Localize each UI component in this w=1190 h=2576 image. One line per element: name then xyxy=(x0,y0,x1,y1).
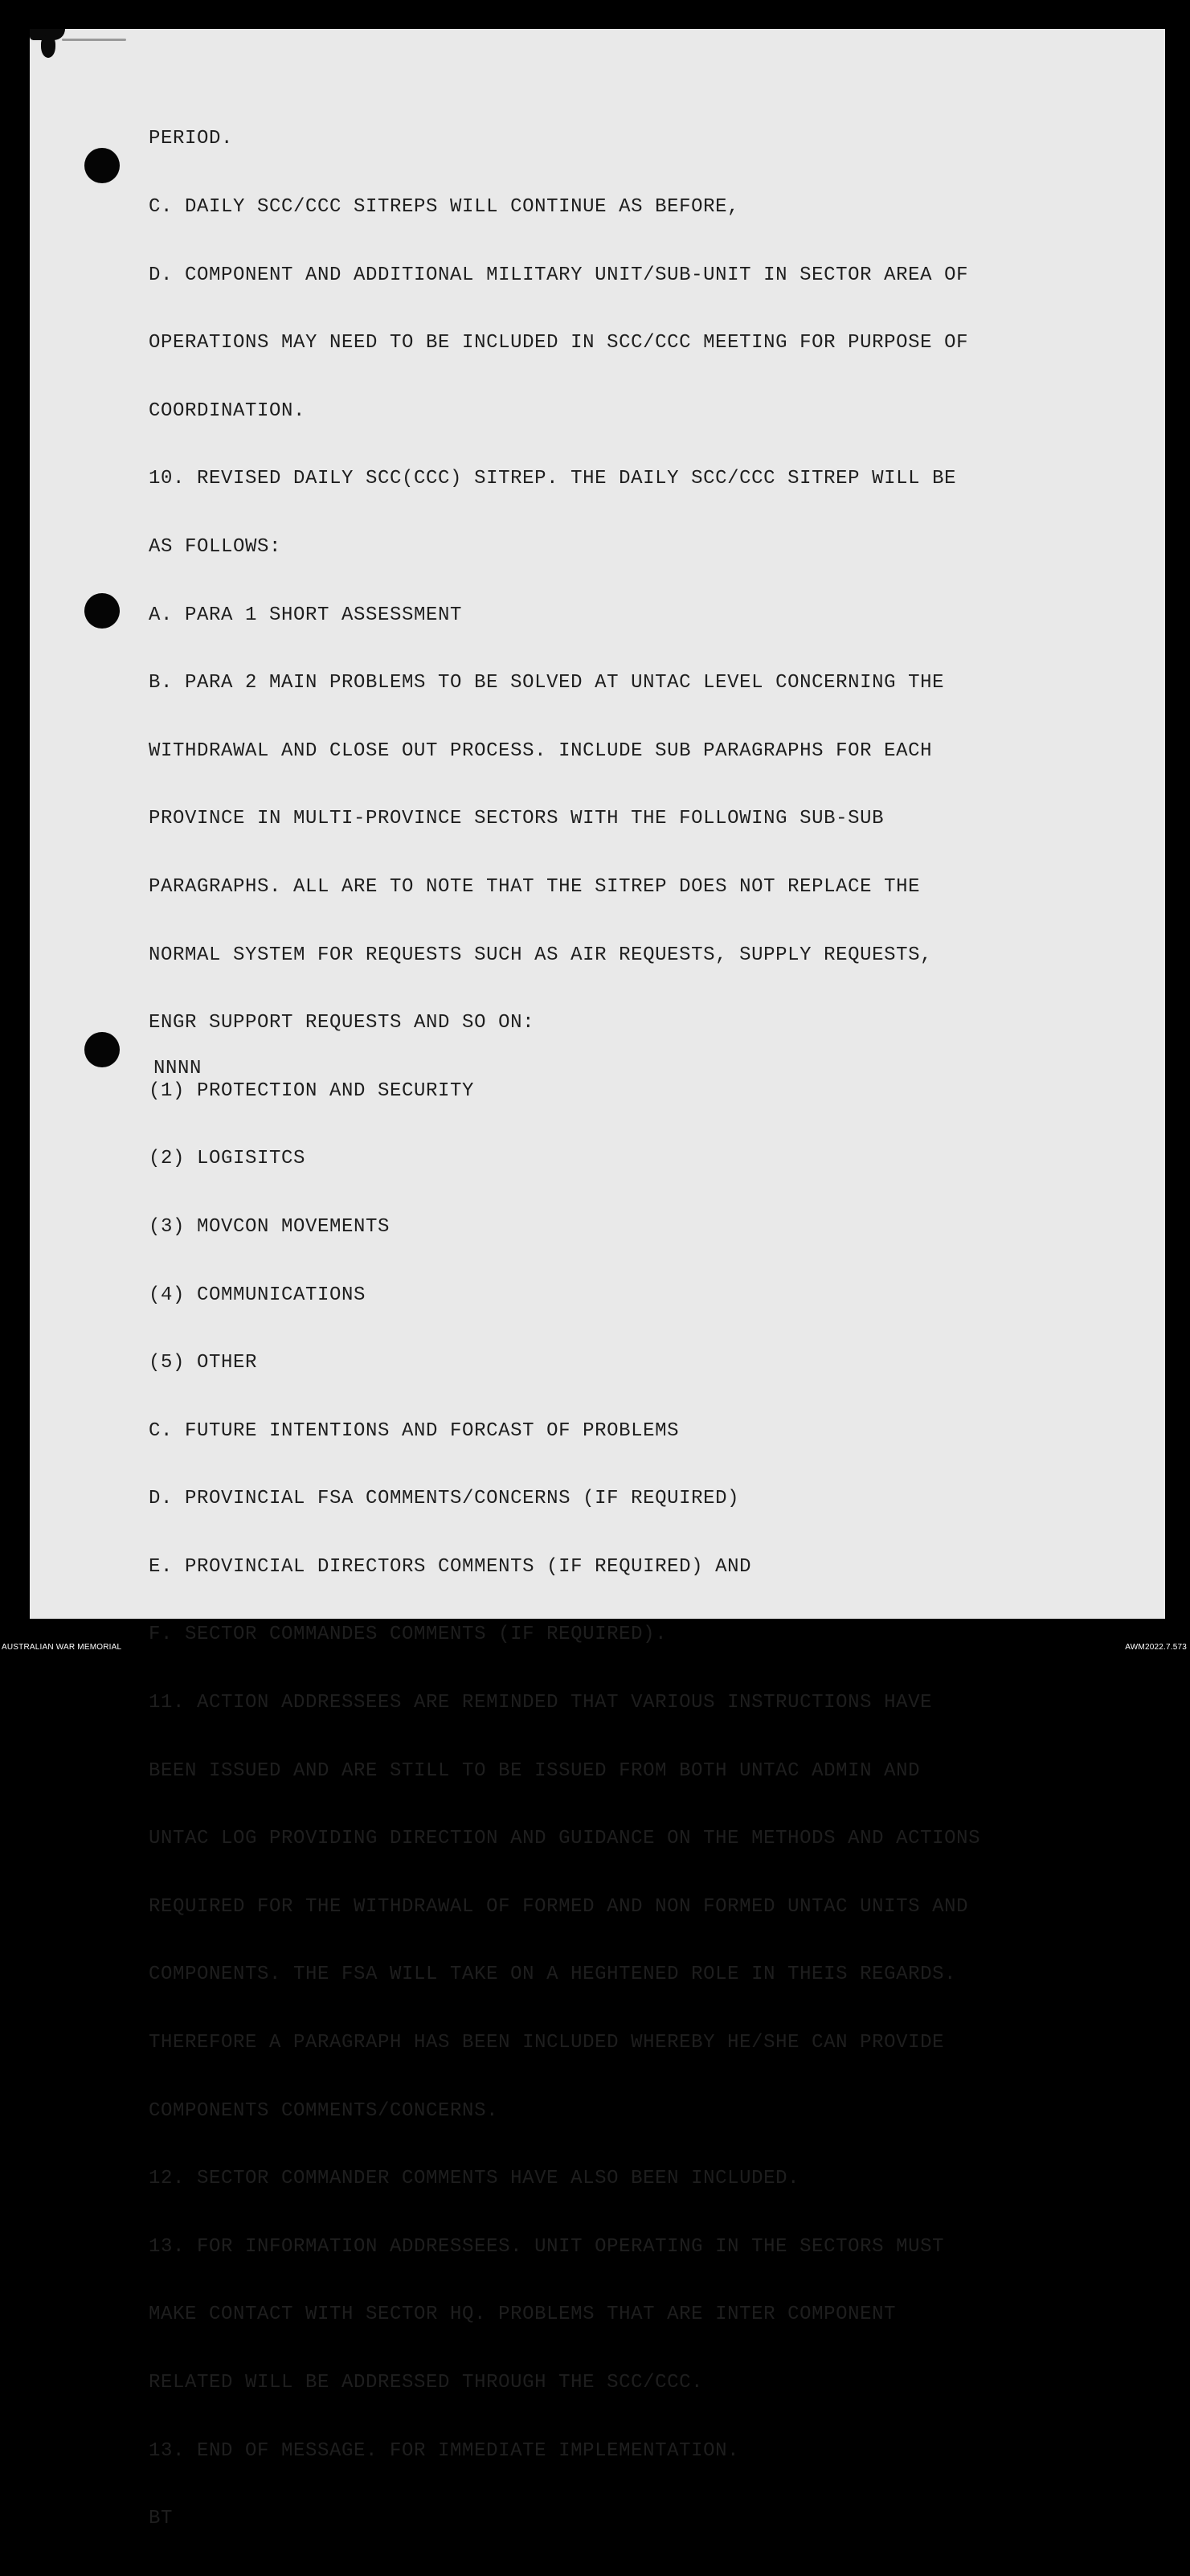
text-line: E. PROVINCIAL DIRECTORS COMMENTS (IF REQUIRED) AND xyxy=(149,1555,752,1578)
text-line: UNTAC LOG PROVIDING DIRECTION AND GUIDANCE ON THE METHODS AND ACTIONS xyxy=(149,1828,981,1850)
text-line: 12. SECTOR COMMANDER COMMENTS HAVE ALSO BEEN INCLUDED. xyxy=(149,2168,800,2190)
text-line: D. PROVINCIAL FSA COMMENTS/CONCERNS (IF REQUIRED) xyxy=(149,1488,740,1510)
text-line: WITHDRAWAL AND CLOSE OUT PROCESS. INCLUDE SUB PARAGRAPHS FOR EACH xyxy=(149,739,933,762)
text-line: NORMAL SYSTEM FOR REQUESTS SUCH AS AIR REQUESTS, SUPPLY REQUESTS, xyxy=(149,944,933,966)
text-line: PARAGRAPHS. ALL ARE TO NOTE THAT THE SITREP DOES NOT REPLACE THE xyxy=(149,875,921,898)
punch-hole-middle xyxy=(84,593,120,629)
text-line: 10. REVISED DAILY SCC(CCC) SITREP. THE DAILY SCC/CCC SITREP WILL BE xyxy=(149,468,957,490)
text-line: ENGR SUPPORT REQUESTS AND SO ON: xyxy=(149,1012,535,1034)
text-line: (1) PROTECTION AND SECURITY xyxy=(149,1079,475,1102)
text-line: A. PARA 1 SHORT ASSESSMENT xyxy=(149,604,463,626)
archive-reference: AWM2022.7.573 xyxy=(1125,1643,1187,1652)
text-line: RELATED WILL BE ADDRESSED THROUGH THE SCC/CCC. xyxy=(149,2372,704,2394)
ink-blot-streak xyxy=(62,39,126,41)
text-line: D. COMPONENT AND ADDITIONAL MILITARY UNIT/SUB-UNIT IN SECTOR AREA OF xyxy=(149,264,969,286)
text-line: C. DAILY SCC/CCC SITREPS WILL CONTINUE AS BEFORE, xyxy=(149,196,740,218)
text-line: COMPONENTS COMMENTS/CONCERNS. xyxy=(149,2099,499,2122)
text-line: BT xyxy=(149,2508,174,2530)
text-line: C. FUTURE INTENTIONS AND FORCAST OF PROBLEMS xyxy=(149,1419,680,1442)
text-line: BEEN ISSUED AND ARE STILL TO BE ISSUED FROM BOTH UNTAC ADMIN AND xyxy=(149,1759,921,1782)
text-line: (5) OTHER xyxy=(149,1352,258,1374)
text-line: (3) MOVCON MOVEMENTS xyxy=(149,1215,391,1238)
text-line: OPERATIONS MAY NEED TO BE INCLUDED IN SCC/CCC MEETING FOR PURPOSE OF xyxy=(149,332,969,354)
message-body xyxy=(149,83,1097,2576)
text-line: F. SECTOR COMMANDES COMMENTS (IF REQUIRED). xyxy=(149,1624,668,1646)
text-line: PROVINCE IN MULTI-PROVINCE SECTORS WITH THE FOLLOWING SUB-SUB xyxy=(149,808,885,830)
text-line: PERIOD. xyxy=(149,128,234,150)
punch-hole-top xyxy=(84,148,120,183)
punch-hole-bottom xyxy=(84,1032,120,1067)
text-line: 11. ACTION ADDRESSEES ARE REMINDED THAT VARIOUS INSTRUCTIONS HAVE xyxy=(149,1692,933,1714)
text-line: AS FOLLOWS: xyxy=(149,535,282,558)
text-line: (4) COMMUNICATIONS xyxy=(149,1284,366,1306)
text-line: COMPONENTS. THE FSA WILL TAKE ON A HEGHTENED ROLE IN THEIS REGARDS. xyxy=(149,1964,957,1986)
end-mark: NNNN xyxy=(153,1058,202,1079)
text-line: 13. END OF MESSAGE. FOR IMMEDIATE IMPLEMENTATION. xyxy=(149,2439,740,2462)
text-line: THEREFORE A PARAGRAPH HAS BEEN INCLUDED WHEREBY HE/SHE CAN PROVIDE xyxy=(149,2032,945,2054)
archive-credit: AUSTRALIAN WAR MEMORIAL xyxy=(2,1643,122,1652)
text-line: 13. FOR INFORMATION ADDRESSEES. UNIT OPERATING IN THE SECTORS MUST xyxy=(149,2235,945,2258)
text-line: B. PARA 2 MAIN PROBLEMS TO BE SOLVED AT UNTAC LEVEL CONCERNING THE xyxy=(149,672,945,694)
text-line: (2) LOGISITCS xyxy=(149,1148,306,1170)
text-line: REQUIRED FOR THE WITHDRAWAL OF FORMED AND NON FORMED UNTAC UNITS AND xyxy=(149,1895,969,1918)
text-line: COORDINATION. xyxy=(149,399,306,422)
ink-blot-drip xyxy=(41,35,55,58)
text-line: MAKE CONTACT WITH SECTOR HQ. PROBLEMS THAT ARE INTER COMPONENT xyxy=(149,2304,897,2326)
